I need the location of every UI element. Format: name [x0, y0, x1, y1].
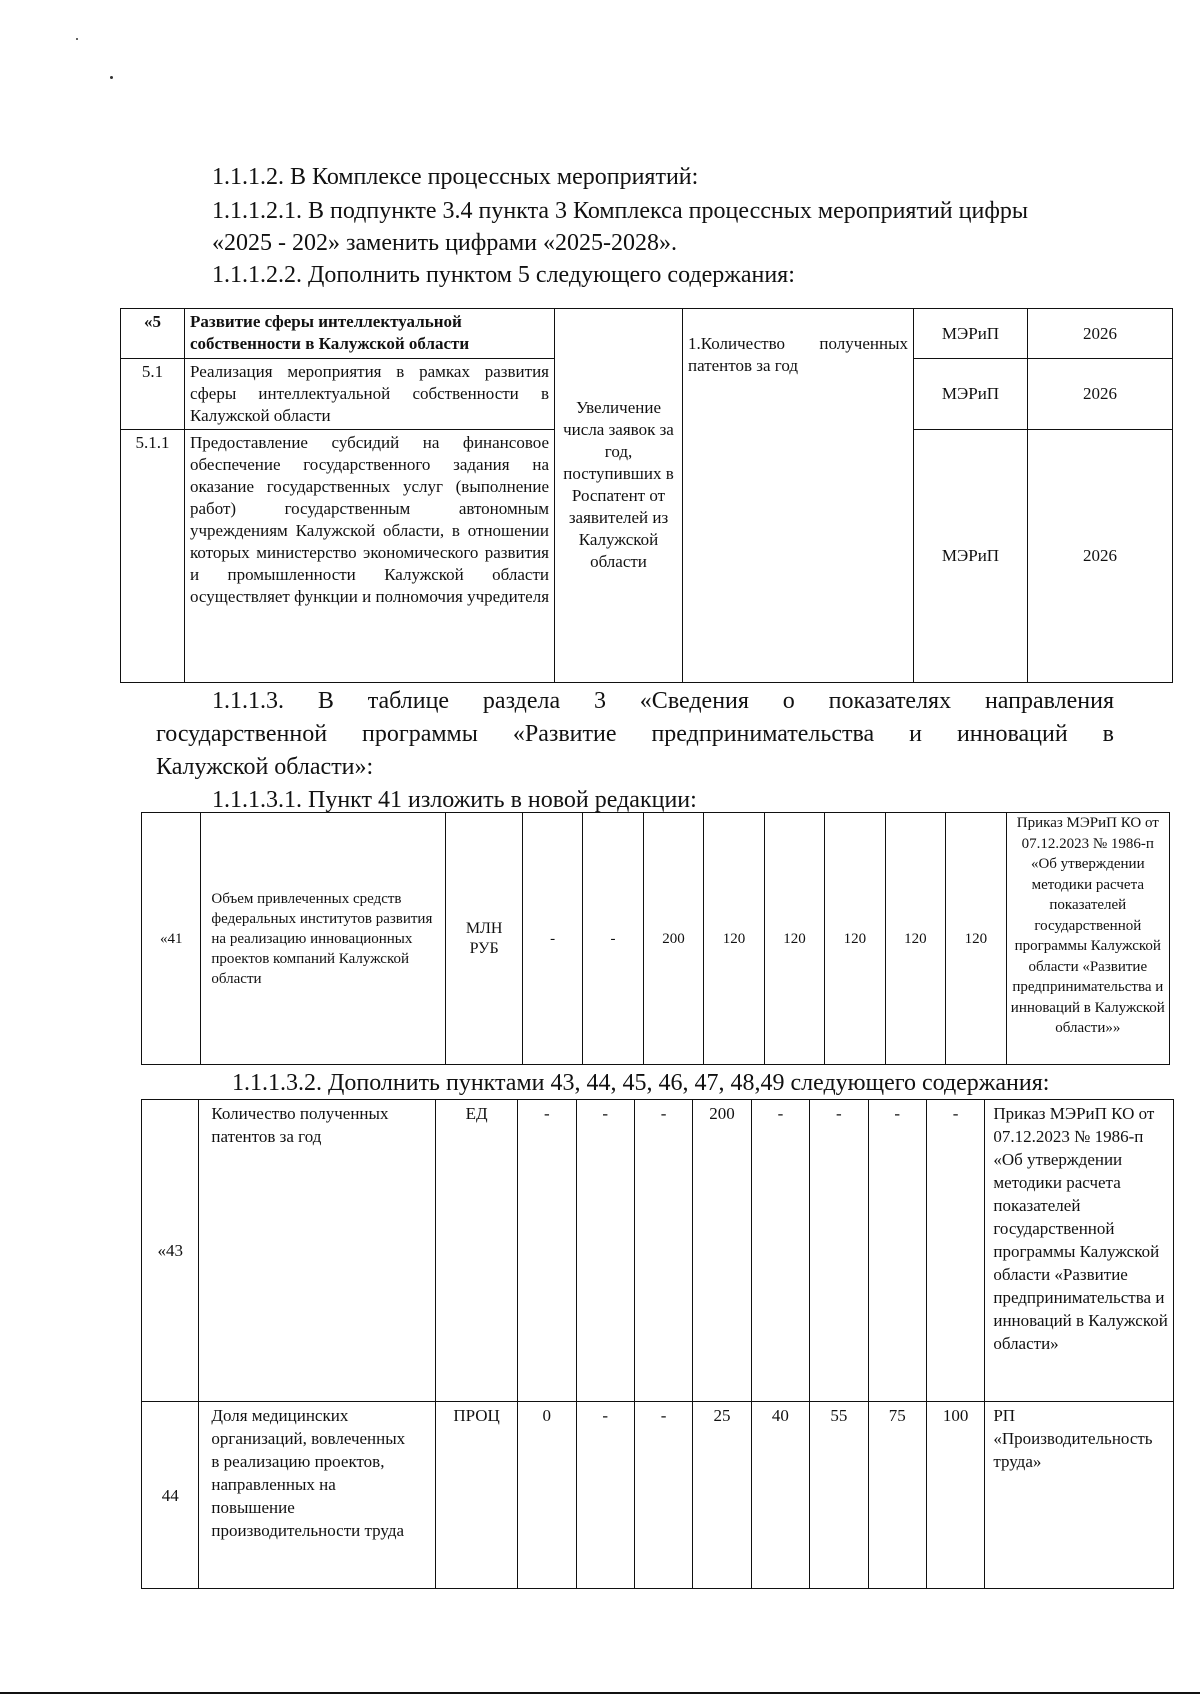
indicator-name: Количество полученных патентов за год [199, 1100, 436, 1402]
source-cell: Приказ МЭРиП КО от 07.12.2023 № 1986-п «Об утверждении методики расчета показателей государственной программы Калужской области «Развитие предпринимательства и инноваций в Калужской области» [985, 1100, 1174, 1402]
indicator-name: Доля медицинских организаций, вовлеченных в реализацию проектов, направленных на повышение производительности труда [199, 1402, 436, 1589]
value-cell: 100 [926, 1402, 984, 1589]
value-cell: - [634, 1402, 692, 1589]
paragraph-1-1-1-2-2: 1.1.1.2.2. Дополнить пунктом 5 следующего содержания: [212, 262, 795, 288]
scan-speck [76, 38, 78, 40]
indicator-text: 1.Количество полученных патентов за год [688, 334, 908, 375]
table-row [142, 1100, 1174, 1402]
paragraph-1-1-1-3-2: 1.1.1.3.2. Дополнить пунктами 43, 44, 45, 46, 47, 48,49 следующего содержания: [232, 1070, 1050, 1096]
value-cell: 75 [868, 1402, 926, 1589]
paragraph-1-1-1-3-1: 1.1.1.3.1. Пункт 41 изложить в новой редакции: [212, 787, 697, 813]
value-cell: 120 [946, 813, 1006, 1065]
year-cell: 2026 [1028, 430, 1173, 683]
value-cell: 120 [704, 813, 764, 1065]
unit-cell: ЕД [436, 1100, 518, 1402]
task-cell [555, 309, 683, 683]
agency-cell: МЭРиП [914, 430, 1028, 683]
year-cell: 2026 [1028, 309, 1173, 359]
row-number: 5.1.1 [121, 430, 185, 683]
value-cell: - [576, 1402, 634, 1589]
table-row [121, 309, 1173, 359]
value-cell: 120 [885, 813, 945, 1065]
agency-cell: МЭРиП [914, 359, 1028, 430]
unit-cell: ПРОЦ [436, 1402, 518, 1589]
table-item-41 [141, 812, 1170, 1065]
value-cell: - [583, 813, 643, 1065]
value-cell: 25 [693, 1402, 751, 1589]
value-cell: 200 [693, 1100, 751, 1402]
row-number: 5.1 [121, 359, 185, 430]
paragraph-1-1-1-3-cont: государственной программы «Развитие предпринимательства и инноваций в [156, 721, 1114, 747]
table-row [142, 813, 1170, 1065]
table-row [142, 1402, 1174, 1589]
value-cell: - [868, 1100, 926, 1402]
paragraph-1-1-1-2-1: 1.1.1.2.1. В подпункте 3.4 пункта 3 Комплекса процессных мероприятий цифры [212, 198, 1028, 224]
activity-name: Реализация мероприятия в рамках развития сферы интеллектуальной собственности в Калужской области [185, 359, 555, 430]
activity-name: Предоставление субсидий на финансовое обеспечение государственного задания на оказание государственных услуг (выполнение работ) государственным автономным учреждениям Калужской области, в отношении которых министерство экономического развития и промышленности Калужской области осуществляет функции и полномочия учредителя [185, 430, 555, 683]
source-cell: РП «Производительность труда» [985, 1402, 1174, 1589]
row-number: «41 [142, 813, 201, 1065]
task-text: Увеличение числа заявок за год, поступивших в Роспатент от заявителей из Калужской области [563, 397, 674, 571]
agency-cell: МЭРиП [914, 309, 1028, 359]
value-cell: - [522, 813, 582, 1065]
value-cell: - [634, 1100, 692, 1402]
row-number: 44 [142, 1402, 199, 1589]
indicator-cell [683, 309, 914, 683]
value-cell: - [576, 1100, 634, 1402]
table-process-activities [120, 308, 1173, 683]
value-cell: - [810, 1100, 868, 1402]
value-cell: 0 [518, 1402, 576, 1589]
unit-cell: МЛН РУБ [446, 813, 522, 1065]
table-items-43-49 [141, 1099, 1174, 1589]
scan-edge-line [0, 1692, 1200, 1694]
scan-speck [110, 76, 113, 79]
paragraph-1-1-1-2-1-cont: «2025 - 202» заменить цифрами «2025-2028». [212, 230, 677, 256]
paragraph-1-1-1-3: 1.1.1.3. В таблице раздела 3 «Сведения о показателях направления [212, 688, 1114, 714]
value-cell: - [751, 1100, 809, 1402]
value-cell: - [926, 1100, 984, 1402]
value-cell: 55 [810, 1402, 868, 1589]
indicator-name: Объем привлеченных средств федеральных институтов развития на реализацию инновационных проектов компаний Калужской области [201, 813, 446, 1065]
paragraph-1-1-1-3-end: Калужской области»: [156, 754, 374, 780]
value-cell: - [518, 1100, 576, 1402]
value-cell: 200 [643, 813, 703, 1065]
row-number: «5 [121, 309, 185, 359]
year-cell: 2026 [1028, 359, 1173, 430]
row-number: «43 [142, 1100, 199, 1402]
value-cell: 40 [751, 1402, 809, 1589]
source-cell: Приказ МЭРиП КО от 07.12.2023 № 1986-п «Об утверждении методики расчета показателей государственной программы Калужской области «Развитие предпринимательства и инноваций в Калужской области»» [1006, 813, 1169, 1065]
value-cell: 120 [825, 813, 885, 1065]
paragraph-1-1-1-2: 1.1.1.2. В Комплексе процессных мероприятий: [212, 164, 699, 190]
value-cell: 120 [764, 813, 824, 1065]
activity-name: Развитие сферы интеллектуальной собственности в Калужской области [185, 309, 555, 359]
